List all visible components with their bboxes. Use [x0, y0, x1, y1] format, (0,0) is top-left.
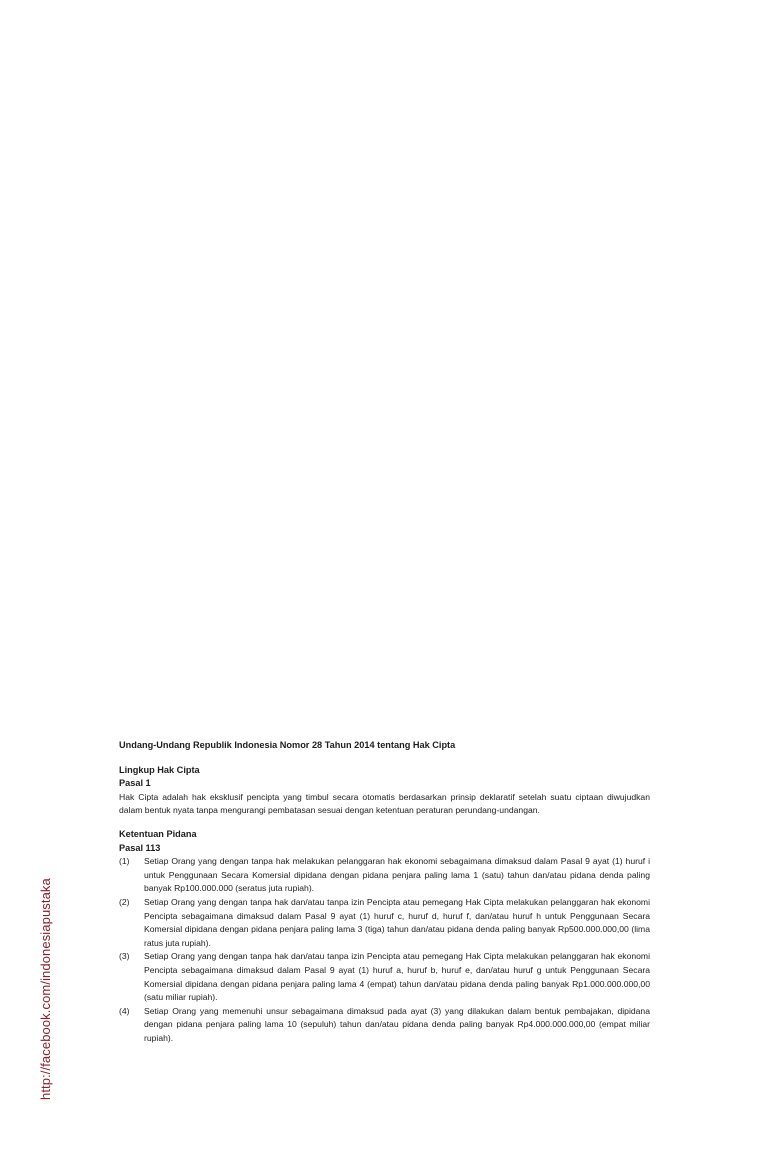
pasal-text: Hak Cipta adalah hak eksklusif pencipta yang timbul secara otomatis berdasarkan prinsip deklaratif setelah suatu ciptaan diwujudkan dalam bentuk nyata tanpa mengurangi pembatasan sesuai dengan ketentuan peraturan perundang-undangan. [119, 791, 650, 816]
ayat-number: (3) [119, 951, 130, 962]
ayat-text: Setiap Orang yang dengan tanpa hak dan/atau tanpa izin Pencipta atau pemegang Hak Cipta melakukan pelanggaran hak ekonomi Pencipta sebagaimana dimaksud dalam Pasal 9 ayat (1) huruf a, huruf b, huruf e, dan/atau huruf g untuk Penggunaan Secara Komersial dipidana dengan pidana penjara paling lama 4 (empat) tahun dan/atau pidana denda paling banyak Rp1.000.000.000,00 (satu miliar rupiah). [144, 951, 650, 1003]
ayat-number: (2) [119, 896, 130, 907]
ayat-item [119, 855, 650, 896]
section-lingkup-hak-cipta [119, 764, 650, 818]
ayat-number: (1) [119, 856, 130, 867]
ayat-item [119, 950, 650, 1004]
ayat-text: Setiap Orang yang dengan tanpa hak melakukan pelanggaran hak ekonomi sebagaimana dimaksud dalam Pasal 9 ayat (1) huruf i untuk Penggunaan Secara Komersial dipidana dengan pidana penjara paling lama 1 (satu) tahun dan/atau pidana denda paling banyak Rp100.000.000 (seratus juta rupiah). [144, 856, 650, 894]
ayat-text: Setiap Orang yang memenuhi unsur sebagaimana dimaksud pada ayat (3) yang dilakukan dalam bentuk pembajakan, dipidana dengan pidana penjara paling lama 10 (sepuluh) tahun dan/atau pidana denda paling banyak Rp4.000.000.000,00 (empat miliar rupiah). [144, 1005, 650, 1043]
ayat-item [119, 1005, 650, 1046]
ayat-item [119, 896, 650, 950]
section-heading: Lingkup Hak Cipta [119, 764, 200, 775]
watermark-url: http://facebook.com/indonesiapustaka [38, 878, 53, 1100]
ayat-text: Setiap Orang yang dengan tanpa hak dan/atau tanpa izin Pencipta atau pemegang Hak Cipta melakukan pelanggaran hak ekonomi Pencipta sebagaimana dimaksud dalam Pasal 9 ayat (1) huruf c, huruf d, huruf f, dan/atau huruf h untuk Penggunaan Secara Komersial dipidana dengan pidana penjara paling lama 3 (tiga) tahun dan/atau pidana denda paling banyak Rp500.000.000,00 (lima ratus juta rupiah). [144, 896, 650, 948]
ayat-list [119, 855, 650, 1045]
document-title: Undang-Undang Republik Indonesia Nomor 28 Tahun 2014 tentang Hak Cipta [119, 740, 456, 750]
copyright-notice [119, 739, 650, 1055]
ayat-number: (4) [119, 1005, 130, 1016]
pasal-heading: Pasal 113 [119, 842, 161, 853]
pasal-heading: Pasal 1 [119, 778, 151, 789]
section-ketentuan-pidana [119, 828, 650, 1046]
section-heading: Ketentuan Pidana [119, 828, 197, 839]
